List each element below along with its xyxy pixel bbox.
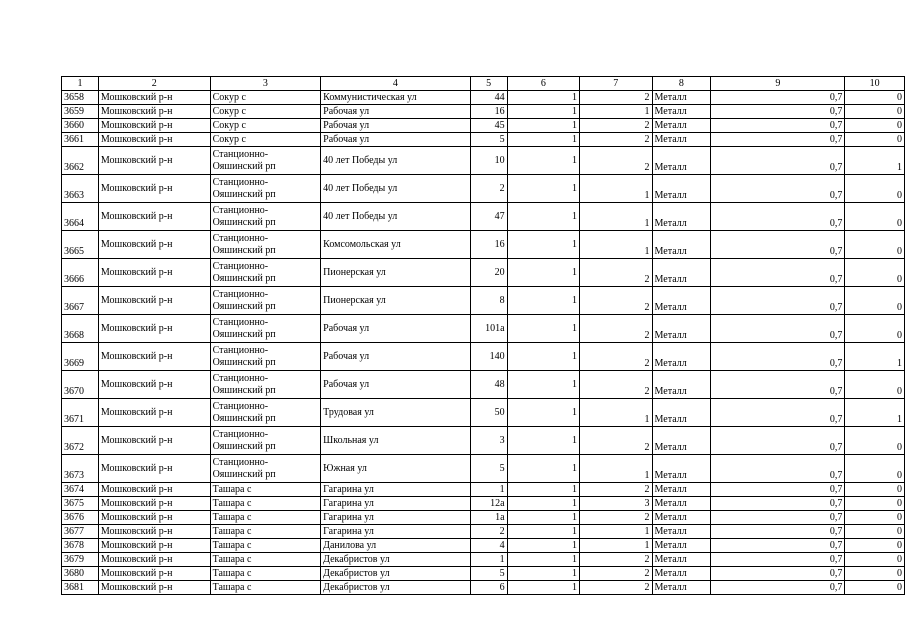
table-row: [62, 91, 905, 105]
settlement-cell: Станционно-Ояшинский рп: [210, 371, 321, 399]
street-cell: Гагарина ул: [321, 525, 471, 539]
column-6-cell: 1: [507, 371, 579, 399]
house-number-cell: 16: [470, 105, 507, 119]
column-9-cell: 0,7: [711, 119, 845, 133]
column-header: 2: [98, 77, 210, 91]
column-10-cell: 0: [845, 119, 905, 133]
street-cell: Гагарина ул: [321, 483, 471, 497]
column-header: 8: [652, 77, 711, 91]
column-9-cell: 0,7: [711, 259, 845, 287]
column-7-cell: 2: [580, 91, 652, 105]
column-6-cell: 1: [507, 231, 579, 259]
column-6-cell: 1: [507, 525, 579, 539]
table-row: [62, 105, 905, 119]
column-10-cell: 0: [845, 427, 905, 455]
column-6-cell: 1: [507, 105, 579, 119]
settlement-cell: Сокур с: [210, 105, 321, 119]
column-9-cell: 0,7: [711, 525, 845, 539]
house-number-cell: 45: [470, 119, 507, 133]
column-10-cell: 1: [845, 147, 905, 175]
house-number-cell: 44: [470, 91, 507, 105]
material-cell: Металл: [652, 497, 711, 511]
settlement-cell: Станционно-Ояшинский рп: [210, 175, 321, 203]
column-10-cell: 0: [845, 525, 905, 539]
district-cell: Мошковский р-н: [98, 147, 210, 175]
settlement-cell: Сокур с: [210, 133, 321, 147]
settlement-cell: Ташара с: [210, 567, 321, 581]
column-header: 3: [210, 77, 321, 91]
column-9-cell: 0,7: [711, 553, 845, 567]
settlement-cell: Станционно-Ояшинский рп: [210, 231, 321, 259]
column-10-cell: 0: [845, 175, 905, 203]
column-9-cell: 0,7: [711, 147, 845, 175]
row-number-cell: 3673: [62, 455, 99, 483]
district-cell: Мошковский р-н: [98, 203, 210, 231]
material-cell: Металл: [652, 105, 711, 119]
column-6-cell: 1: [507, 511, 579, 525]
settlement-cell: Станционно-Ояшинский рп: [210, 203, 321, 231]
settlement-cell: Сокур с: [210, 91, 321, 105]
house-number-cell: 16: [470, 231, 507, 259]
column-header: 9: [711, 77, 845, 91]
house-number-cell: 47: [470, 203, 507, 231]
column-9-cell: 0,7: [711, 497, 845, 511]
house-number-cell: 5: [470, 133, 507, 147]
material-cell: Металл: [652, 287, 711, 315]
column-9-cell: 0,7: [711, 427, 845, 455]
column-9-cell: 0,7: [711, 483, 845, 497]
row-number-cell: 3674: [62, 483, 99, 497]
column-9-cell: 0,7: [711, 567, 845, 581]
house-number-cell: 3: [470, 427, 507, 455]
table-row: [62, 175, 905, 203]
column-7-cell: 2: [580, 259, 652, 287]
column-10-cell: 0: [845, 133, 905, 147]
street-cell: Комсомольская ул: [321, 231, 471, 259]
row-number-cell: 3680: [62, 567, 99, 581]
table-row: [62, 581, 905, 595]
column-9-cell: 0,7: [711, 343, 845, 371]
header-row: [62, 77, 905, 91]
material-cell: Металл: [652, 371, 711, 399]
table-row: [62, 497, 905, 511]
street-cell: Декабристов ул: [321, 567, 471, 581]
column-7-cell: 1: [580, 175, 652, 203]
column-7-cell: 2: [580, 371, 652, 399]
column-6-cell: 1: [507, 581, 579, 595]
column-6-cell: 1: [507, 455, 579, 483]
column-7-cell: 1: [580, 231, 652, 259]
street-cell: Рабочая ул: [321, 315, 471, 343]
district-cell: Мошковский р-н: [98, 525, 210, 539]
house-number-cell: 20: [470, 259, 507, 287]
settlement-cell: Ташара с: [210, 497, 321, 511]
table-row: [62, 315, 905, 343]
row-number-cell: 3659: [62, 105, 99, 119]
column-7-cell: 2: [580, 119, 652, 133]
street-cell: Пионерская ул: [321, 287, 471, 315]
row-number-cell: 3679: [62, 553, 99, 567]
house-number-cell: 101а: [470, 315, 507, 343]
row-number-cell: 3669: [62, 343, 99, 371]
settlement-cell: Станционно-Ояшинский рп: [210, 287, 321, 315]
table-row: [62, 371, 905, 399]
house-number-cell: 50: [470, 399, 507, 427]
table-row: [62, 133, 905, 147]
material-cell: Металл: [652, 525, 711, 539]
street-cell: Рабочая ул: [321, 119, 471, 133]
house-number-cell: 12а: [470, 497, 507, 511]
settlement-cell: Станционно-Ояшинский рп: [210, 259, 321, 287]
column-6-cell: 1: [507, 343, 579, 371]
street-cell: Гагарина ул: [321, 511, 471, 525]
house-number-cell: 10: [470, 147, 507, 175]
row-number-cell: 3662: [62, 147, 99, 175]
column-7-cell: 1: [580, 539, 652, 553]
column-9-cell: 0,7: [711, 105, 845, 119]
street-cell: Пионерская ул: [321, 259, 471, 287]
district-cell: Мошковский р-н: [98, 567, 210, 581]
district-cell: Мошковский р-н: [98, 371, 210, 399]
row-number-cell: 3663: [62, 175, 99, 203]
district-cell: Мошковский р-н: [98, 427, 210, 455]
column-6-cell: 1: [507, 91, 579, 105]
row-number-cell: 3665: [62, 231, 99, 259]
column-6-cell: 1: [507, 399, 579, 427]
material-cell: Металл: [652, 203, 711, 231]
row-number-cell: 3670: [62, 371, 99, 399]
column-10-cell: 0: [845, 567, 905, 581]
street-cell: Школьная ул: [321, 427, 471, 455]
column-10-cell: 0: [845, 287, 905, 315]
row-number-cell: 3677: [62, 525, 99, 539]
row-number-cell: 3671: [62, 399, 99, 427]
material-cell: Металл: [652, 133, 711, 147]
district-cell: Мошковский р-н: [98, 287, 210, 315]
column-9-cell: 0,7: [711, 399, 845, 427]
column-6-cell: 1: [507, 497, 579, 511]
column-7-cell: 2: [580, 511, 652, 525]
house-number-cell: 5: [470, 455, 507, 483]
district-cell: Мошковский р-н: [98, 91, 210, 105]
column-7-cell: 1: [580, 203, 652, 231]
column-7-cell: 3: [580, 497, 652, 511]
column-header: 1: [62, 77, 99, 91]
column-7-cell: 2: [580, 287, 652, 315]
table-row: [62, 147, 905, 175]
table-row: [62, 567, 905, 581]
table-row: [62, 483, 905, 497]
row-number-cell: 3664: [62, 203, 99, 231]
house-number-cell: 1а: [470, 511, 507, 525]
column-10-cell: 0: [845, 91, 905, 105]
house-number-cell: 1: [470, 553, 507, 567]
street-cell: Рабочая ул: [321, 343, 471, 371]
material-cell: Металл: [652, 175, 711, 203]
column-10-cell: 1: [845, 399, 905, 427]
table-row: [62, 455, 905, 483]
column-7-cell: 2: [580, 133, 652, 147]
column-7-cell: 1: [580, 455, 652, 483]
settlement-cell: Станционно-Ояшинский рп: [210, 315, 321, 343]
column-7-cell: 2: [580, 567, 652, 581]
district-cell: Мошковский р-н: [98, 105, 210, 119]
material-cell: Металл: [652, 315, 711, 343]
column-9-cell: 0,7: [711, 287, 845, 315]
house-number-cell: 140: [470, 343, 507, 371]
settlement-cell: Сокур с: [210, 119, 321, 133]
settlement-cell: Ташара с: [210, 483, 321, 497]
settlement-cell: Ташара с: [210, 525, 321, 539]
register-table: [61, 76, 905, 595]
column-6-cell: 1: [507, 203, 579, 231]
material-cell: Металл: [652, 119, 711, 133]
table-row: [62, 539, 905, 553]
table-row: [62, 553, 905, 567]
table-row: [62, 119, 905, 133]
street-cell: Южная ул: [321, 455, 471, 483]
table-row: [62, 525, 905, 539]
material-cell: Металл: [652, 539, 711, 553]
district-cell: Мошковский р-н: [98, 553, 210, 567]
column-header: 7: [580, 77, 652, 91]
table-row: [62, 343, 905, 371]
street-cell: 40 лет Победы ул: [321, 147, 471, 175]
settlement-cell: Ташара с: [210, 553, 321, 567]
column-6-cell: 1: [507, 567, 579, 581]
column-9-cell: 0,7: [711, 315, 845, 343]
street-cell: Рабочая ул: [321, 105, 471, 119]
column-header: 4: [321, 77, 471, 91]
district-cell: Мошковский р-н: [98, 399, 210, 427]
table-row: [62, 427, 905, 455]
settlement-cell: Станционно-Ояшинский рп: [210, 455, 321, 483]
material-cell: Металл: [652, 581, 711, 595]
district-cell: Мошковский р-н: [98, 539, 210, 553]
column-header: 6: [507, 77, 579, 91]
table-row: [62, 203, 905, 231]
material-cell: Металл: [652, 511, 711, 525]
material-cell: Металл: [652, 399, 711, 427]
column-9-cell: 0,7: [711, 231, 845, 259]
table-row: [62, 259, 905, 287]
settlement-cell: Станционно-Ояшинский рп: [210, 343, 321, 371]
street-cell: Рабочая ул: [321, 133, 471, 147]
district-cell: Мошковский р-н: [98, 455, 210, 483]
row-number-cell: 3672: [62, 427, 99, 455]
row-number-cell: 3661: [62, 133, 99, 147]
column-9-cell: 0,7: [711, 371, 845, 399]
street-cell: 40 лет Победы ул: [321, 175, 471, 203]
table-row: [62, 287, 905, 315]
house-number-cell: 2: [470, 525, 507, 539]
column-6-cell: 1: [507, 539, 579, 553]
district-cell: Мошковский р-н: [98, 119, 210, 133]
street-cell: Декабристов ул: [321, 553, 471, 567]
column-7-cell: 1: [580, 399, 652, 427]
house-number-cell: 2: [470, 175, 507, 203]
material-cell: Металл: [652, 427, 711, 455]
table-row: [62, 511, 905, 525]
column-6-cell: 1: [507, 315, 579, 343]
district-cell: Мошковский р-н: [98, 315, 210, 343]
settlement-cell: Станционно-Ояшинский рп: [210, 147, 321, 175]
column-9-cell: 0,7: [711, 91, 845, 105]
column-header: 5: [470, 77, 507, 91]
house-number-cell: 5: [470, 567, 507, 581]
column-9-cell: 0,7: [711, 539, 845, 553]
column-10-cell: 0: [845, 581, 905, 595]
column-9-cell: 0,7: [711, 455, 845, 483]
column-10-cell: 0: [845, 203, 905, 231]
column-10-cell: 0: [845, 483, 905, 497]
district-cell: Мошковский р-н: [98, 175, 210, 203]
column-9-cell: 0,7: [711, 581, 845, 595]
column-9-cell: 0,7: [711, 203, 845, 231]
column-7-cell: 1: [580, 105, 652, 119]
column-10-cell: 0: [845, 371, 905, 399]
house-number-cell: 48: [470, 371, 507, 399]
street-cell: 40 лет Победы ул: [321, 203, 471, 231]
column-9-cell: 0,7: [711, 133, 845, 147]
material-cell: Металл: [652, 455, 711, 483]
column-9-cell: 0,7: [711, 511, 845, 525]
column-9-cell: 0,7: [711, 175, 845, 203]
row-number-cell: 3667: [62, 287, 99, 315]
settlement-cell: Станционно-Ояшинский рп: [210, 427, 321, 455]
district-cell: Мошковский р-н: [98, 581, 210, 595]
column-10-cell: 0: [845, 497, 905, 511]
material-cell: Металл: [652, 259, 711, 287]
district-cell: Мошковский р-н: [98, 511, 210, 525]
column-7-cell: 2: [580, 427, 652, 455]
house-number-cell: 1: [470, 483, 507, 497]
column-6-cell: 1: [507, 259, 579, 287]
column-10-cell: 0: [845, 511, 905, 525]
column-6-cell: 1: [507, 133, 579, 147]
column-10-cell: 0: [845, 315, 905, 343]
column-7-cell: 1: [580, 525, 652, 539]
column-10-cell: 0: [845, 259, 905, 287]
column-6-cell: 1: [507, 427, 579, 455]
column-10-cell: 0: [845, 455, 905, 483]
column-10-cell: 1: [845, 343, 905, 371]
row-number-cell: 3676: [62, 511, 99, 525]
column-7-cell: 2: [580, 553, 652, 567]
row-number-cell: 3678: [62, 539, 99, 553]
material-cell: Металл: [652, 553, 711, 567]
district-cell: Мошковский р-н: [98, 259, 210, 287]
column-6-cell: 1: [507, 287, 579, 315]
settlement-cell: Станционно-Ояшинский рп: [210, 399, 321, 427]
column-7-cell: 2: [580, 343, 652, 371]
column-7-cell: 2: [580, 147, 652, 175]
material-cell: Металл: [652, 91, 711, 105]
district-cell: Мошковский р-н: [98, 231, 210, 259]
house-number-cell: 6: [470, 581, 507, 595]
column-10-cell: 0: [845, 105, 905, 119]
column-6-cell: 1: [507, 553, 579, 567]
column-7-cell: 2: [580, 315, 652, 343]
column-6-cell: 1: [507, 483, 579, 497]
district-cell: Мошковский р-н: [98, 497, 210, 511]
table-row: [62, 399, 905, 427]
table-row: [62, 231, 905, 259]
column-6-cell: 1: [507, 147, 579, 175]
row-number-cell: 3675: [62, 497, 99, 511]
column-10-cell: 0: [845, 231, 905, 259]
district-cell: Мошковский р-н: [98, 133, 210, 147]
column-6-cell: 1: [507, 175, 579, 203]
house-number-cell: 4: [470, 539, 507, 553]
row-number-cell: 3681: [62, 581, 99, 595]
house-number-cell: 8: [470, 287, 507, 315]
material-cell: Металл: [652, 231, 711, 259]
street-cell: Гагарина ул: [321, 497, 471, 511]
row-number-cell: 3660: [62, 119, 99, 133]
column-6-cell: 1: [507, 119, 579, 133]
column-7-cell: 2: [580, 581, 652, 595]
settlement-cell: Ташара с: [210, 581, 321, 595]
material-cell: Металл: [652, 147, 711, 175]
row-number-cell: 3658: [62, 91, 99, 105]
settlement-cell: Ташара с: [210, 511, 321, 525]
column-10-cell: 0: [845, 553, 905, 567]
column-header: 10: [845, 77, 905, 91]
street-cell: Декабристов ул: [321, 581, 471, 595]
district-cell: Мошковский р-н: [98, 483, 210, 497]
column-10-cell: 0: [845, 539, 905, 553]
column-7-cell: 2: [580, 483, 652, 497]
material-cell: Металл: [652, 483, 711, 497]
material-cell: Металл: [652, 567, 711, 581]
settlement-cell: Ташара с: [210, 539, 321, 553]
material-cell: Металл: [652, 343, 711, 371]
street-cell: Данилова ул: [321, 539, 471, 553]
street-cell: Трудовая ул: [321, 399, 471, 427]
street-cell: Коммунистическая ул: [321, 91, 471, 105]
street-cell: Рабочая ул: [321, 371, 471, 399]
district-cell: Мошковский р-н: [98, 343, 210, 371]
row-number-cell: 3668: [62, 315, 99, 343]
row-number-cell: 3666: [62, 259, 99, 287]
